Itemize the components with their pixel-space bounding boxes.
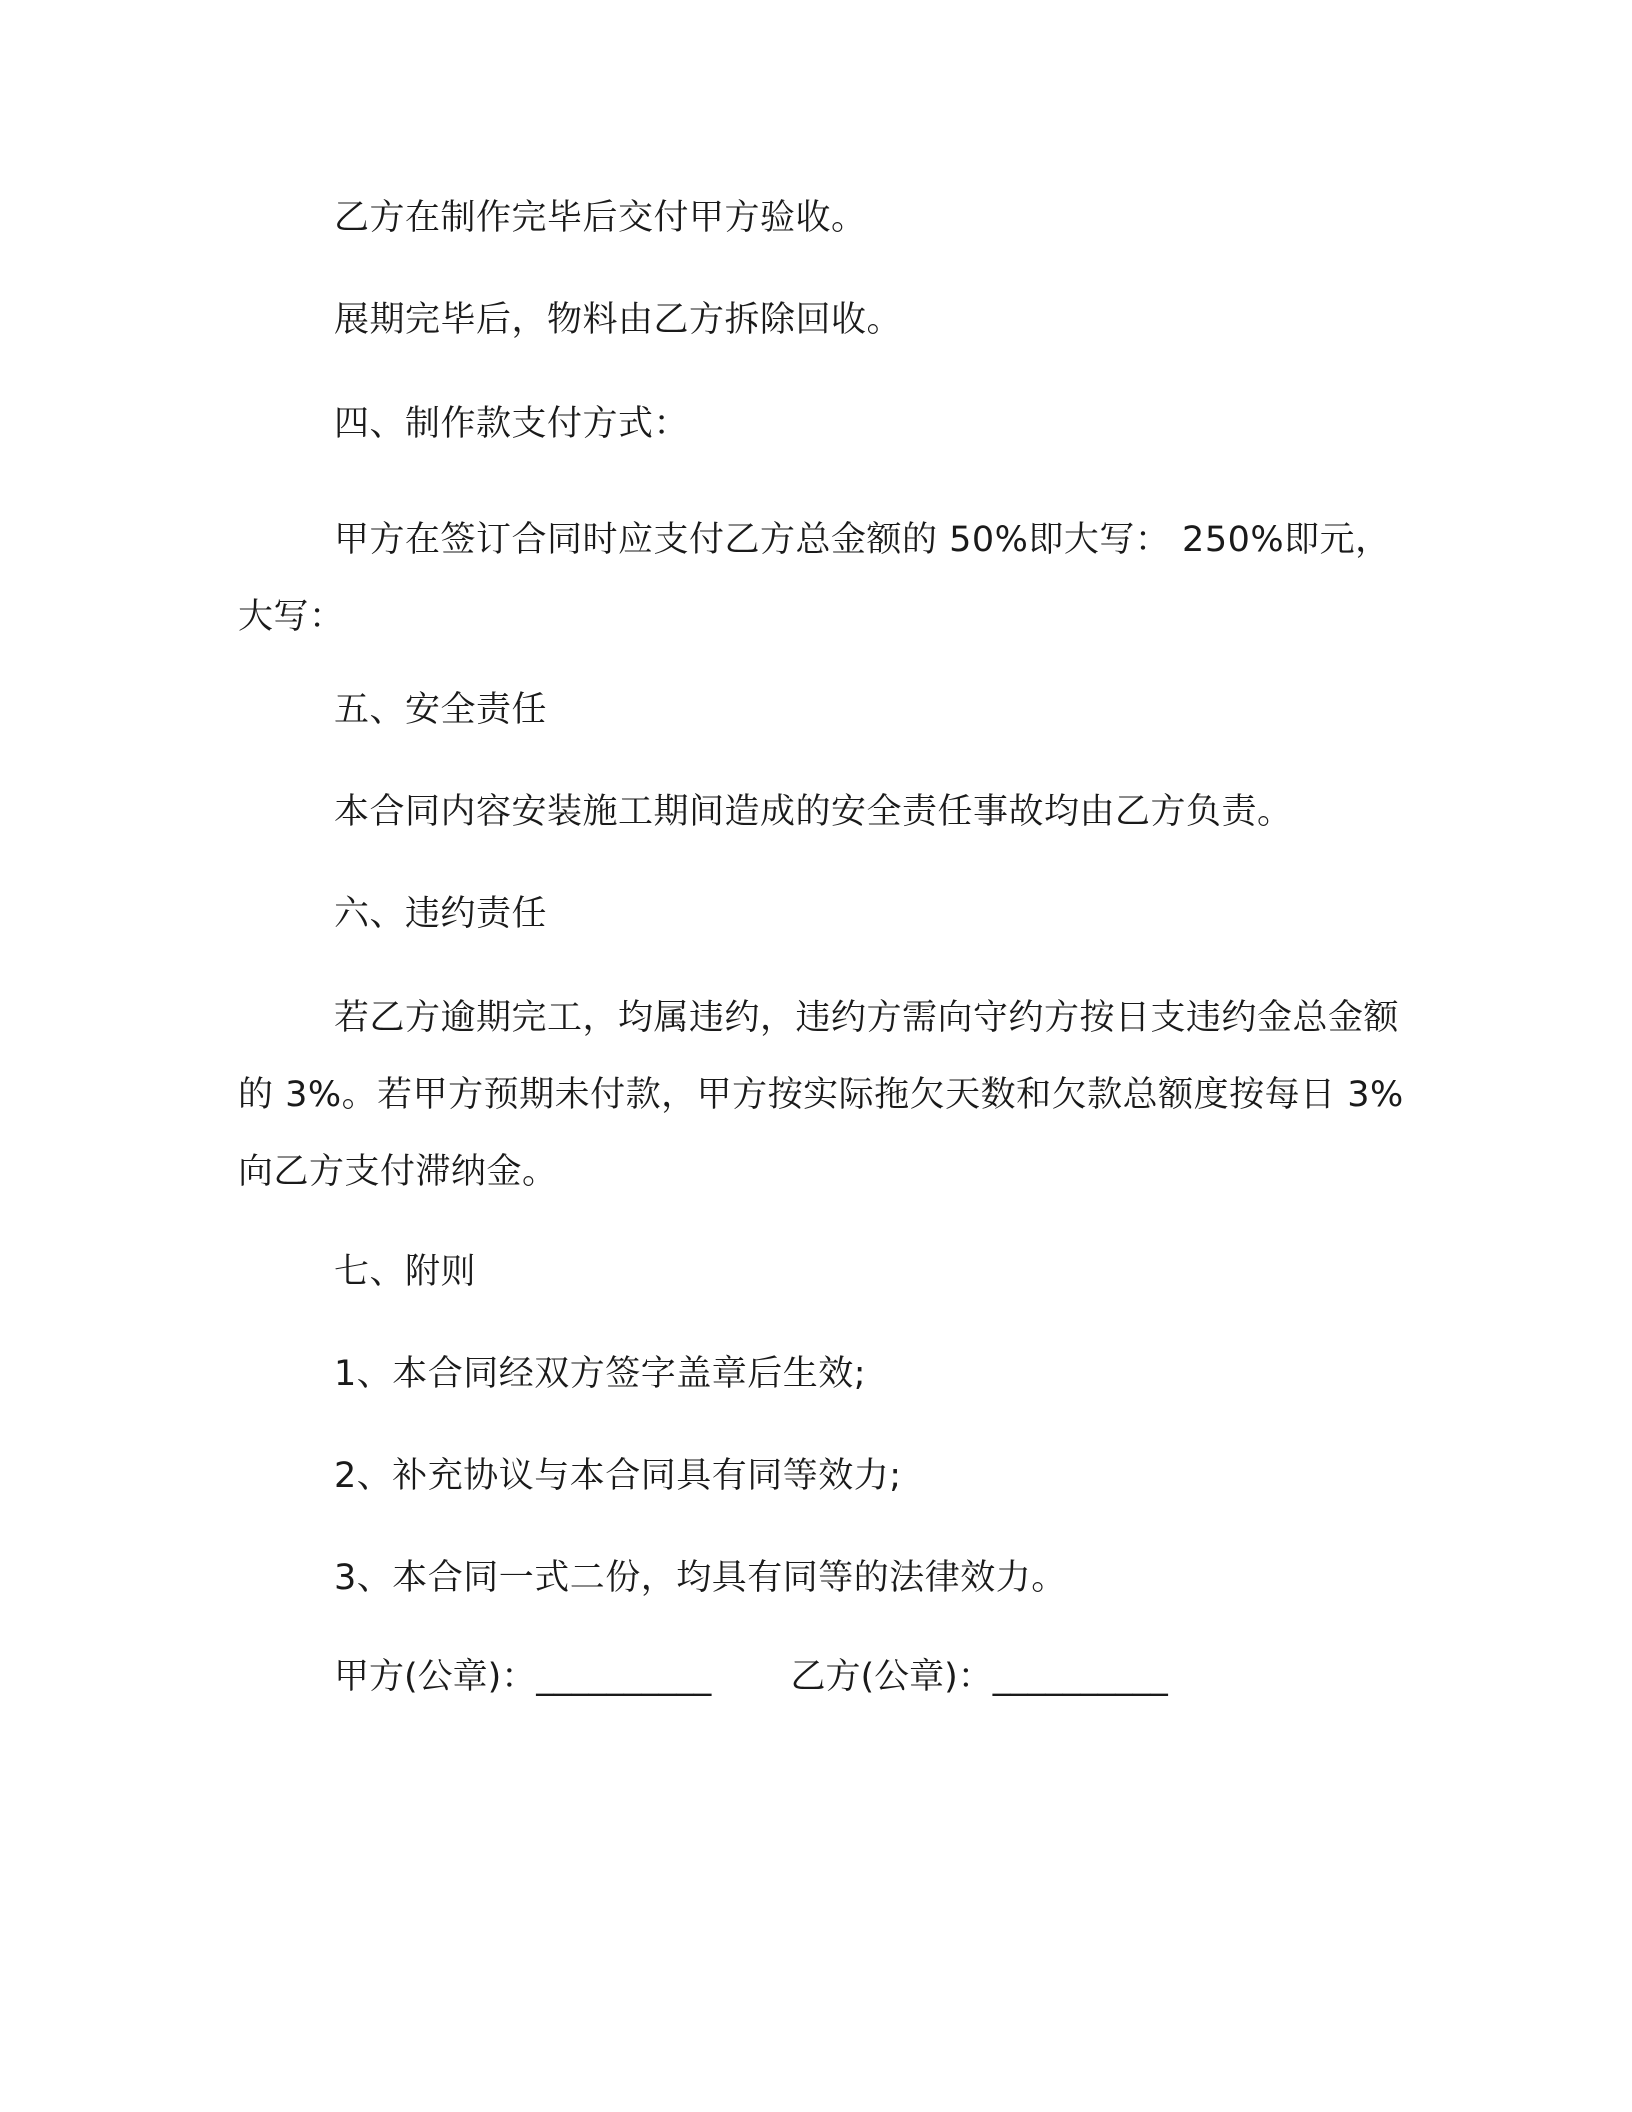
party-a-signature: 甲方(公章)：__________ (334, 1657, 712, 1697)
heading-safety: 五、安全责任 (334, 690, 548, 730)
clause-2: 2、补充协议与本合同具有同等效力; (334, 1456, 902, 1496)
clause-3: 3、本合同一式二份，均具有同等的法律效力。 (334, 1558, 1067, 1598)
heading-supplementary: 七、附则 (334, 1252, 477, 1292)
paragraph-breach: 若乙方逾期完工，均属违约，违约方需向守约方按日支违约金总金额的 3%。若甲方预期未付款，甲方按实际拖欠天数和欠款总额度按每日 3%向乙方支付滞纳金。 (238, 998, 1404, 1192)
signature-row (334, 1655, 1168, 1699)
heading-breach: 六、违约责任 (334, 894, 548, 934)
heading-payment-method: 四、制作款支付方式： (334, 404, 690, 444)
paragraph-removal: 展期完毕后，物料由乙方拆除回收。 (334, 300, 903, 340)
clause-1: 1、本合同经双方签字盖章后生效; (334, 1354, 867, 1394)
paragraph-delivery: 乙方在制作完毕后交付甲方验收。 (334, 198, 867, 238)
paragraph-safety: 本合同内容安装施工期间造成的安全责任事故均由乙方负责。 (334, 792, 1293, 832)
party-b-signature: 乙方(公章)：__________ (790, 1657, 1168, 1697)
paragraph-payment: 甲方在签订合同时应支付乙方总金额的 50%即大写： 250%即元，大写： (238, 520, 1391, 637)
